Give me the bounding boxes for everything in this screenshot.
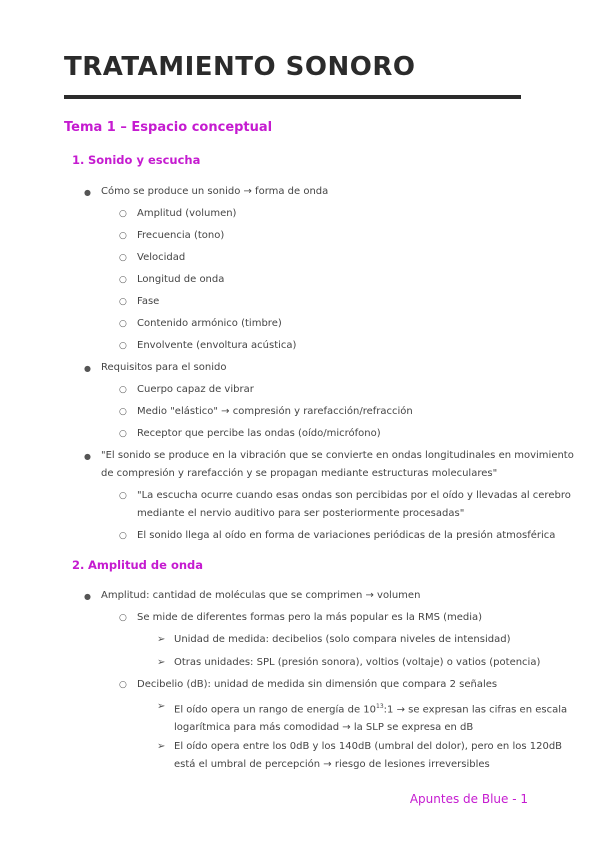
bullet-marker: ○	[119, 275, 127, 285]
section-title: Amplitud de onda	[88, 558, 204, 572]
section-heading-sonido	[72, 153, 200, 167]
list-item	[119, 293, 160, 311]
list-item	[119, 609, 483, 627]
list-item-text: Frecuencia (tono)	[137, 230, 225, 241]
bullet-marker: ○	[119, 385, 127, 395]
list-item-text: logarítmica para más comodidad → la SLP se expresa en dB	[174, 722, 474, 734]
list-item-text: Unidad de medida: decibelios (solo compara niveles de intensidad)	[174, 634, 511, 645]
list-item	[119, 205, 237, 223]
section-number: 2.	[72, 558, 85, 572]
list-item-text: Requisitos para el sonido	[101, 362, 227, 373]
list-item-text: Otras unidades: SPL (presión sonora), voltios (voltaje) o vatios (potencia)	[174, 657, 541, 668]
list-item	[119, 381, 254, 399]
list-item-text: El sonido llega al oído en forma de variaciones periódicas de la presión atmosférica	[137, 530, 556, 541]
list-item	[84, 587, 421, 605]
arrow-marker: ➢	[157, 657, 166, 668]
title-underline	[64, 95, 521, 99]
section-title: Sonido y escucha	[88, 153, 201, 167]
list-item-text: mediante el nervio auditivo para ser posteriormente procesadas"	[137, 508, 465, 519]
list-item-text: Longitud de onda	[137, 274, 225, 285]
list-item-text: "La escucha ocurre cuando esas ondas son percibidas por el oído y llevadas al cerebro	[137, 490, 571, 501]
list-item-text: está el umbral de percepción → riesgo de lesiones irreversibles	[174, 759, 490, 770]
list-item	[119, 315, 282, 333]
bullet-marker: ○	[119, 531, 127, 541]
bullet-marker: ○	[119, 297, 127, 307]
list-item-text: de compresión y rarefacción y se propagan mediante estructuras moleculares"	[101, 468, 498, 479]
bullet-marker: ○	[119, 253, 127, 263]
list-item-text: Fase	[137, 296, 160, 307]
list-item-text: Receptor que percibe las ondas (oído/micrófono)	[137, 428, 381, 439]
list-item-text: Contenido armónico (timbre)	[137, 318, 282, 329]
list-item-text: Cómo se produce un sonido → forma de onda	[101, 186, 329, 197]
list-item-text: Amplitud (volumen)	[137, 208, 237, 219]
bullet-marker: ●	[84, 188, 91, 197]
arrow-marker: ➢	[157, 741, 166, 752]
list-item-text: Decibelio (dB): unidad de medida sin dimensión que compara 2 señales	[137, 679, 498, 690]
section-number: 1.	[72, 153, 85, 167]
list-item	[84, 359, 227, 377]
list-item	[119, 271, 225, 289]
list-item-text: El oído opera un rango de energía de 10	[174, 704, 377, 716]
list-item-text: Envolvente (envoltura acústica)	[137, 340, 297, 351]
bullet-marker: ○	[119, 209, 127, 219]
bullet-marker: ●	[84, 452, 91, 461]
list-item-text: El oído opera entre los 0dB y los 140dB (umbral del dolor), pero en los 120dB	[174, 741, 563, 752]
list-item	[119, 337, 297, 355]
list-item	[119, 249, 186, 267]
bullet-marker: ●	[84, 364, 91, 373]
document-title: TRATAMIENTO SONORO	[64, 52, 416, 82]
list-item-text: Velocidad	[137, 252, 186, 263]
bullet-marker: ○	[119, 613, 127, 623]
list-item	[119, 425, 381, 443]
list-item	[119, 527, 556, 545]
list-item	[119, 227, 225, 245]
list-item	[119, 403, 413, 421]
list-item	[157, 738, 563, 774]
bullet-marker: ○	[119, 429, 127, 439]
list-item	[157, 631, 511, 649]
list-item-text: Cuerpo capaz de vibrar	[137, 384, 254, 395]
list-item-text: Medio "elástico" → compresión y rarefacción/refracción	[137, 406, 413, 417]
list-item-text: "El sonido se produce en la vibración que se convierte en ondas longitudinales en movimiento	[101, 450, 574, 461]
list-item	[119, 487, 571, 523]
bullet-marker: ○	[119, 231, 127, 241]
bullet-marker: ○	[119, 491, 127, 501]
arrow-marker: ➢	[157, 634, 166, 645]
list-item	[84, 183, 329, 201]
topic-heading: Tema 1 – Espacio conceptual	[64, 120, 273, 135]
list-item	[157, 654, 541, 672]
arrow-marker: ➢	[157, 701, 166, 712]
section-heading-amplitud	[72, 558, 203, 572]
list-item	[84, 447, 574, 483]
page-footer: Apuntes de Blue - 1	[409, 792, 528, 806]
list-item-text: :1 → se expresan las cifras en escala	[383, 704, 568, 716]
exponent: 13	[376, 703, 384, 710]
list-item-text: Amplitud: cantidad de moléculas que se comprimen → volumen	[101, 590, 421, 601]
bullet-marker: ○	[119, 341, 127, 351]
bullet-marker: ●	[84, 592, 91, 601]
list-item-text: Se mide de diferentes formas pero la más popular es la RMS (media)	[137, 612, 483, 623]
list-item	[119, 676, 498, 694]
list-item	[157, 698, 568, 737]
bullet-marker: ○	[119, 680, 127, 690]
bullet-marker: ○	[119, 407, 127, 417]
bullet-marker: ○	[119, 319, 127, 329]
